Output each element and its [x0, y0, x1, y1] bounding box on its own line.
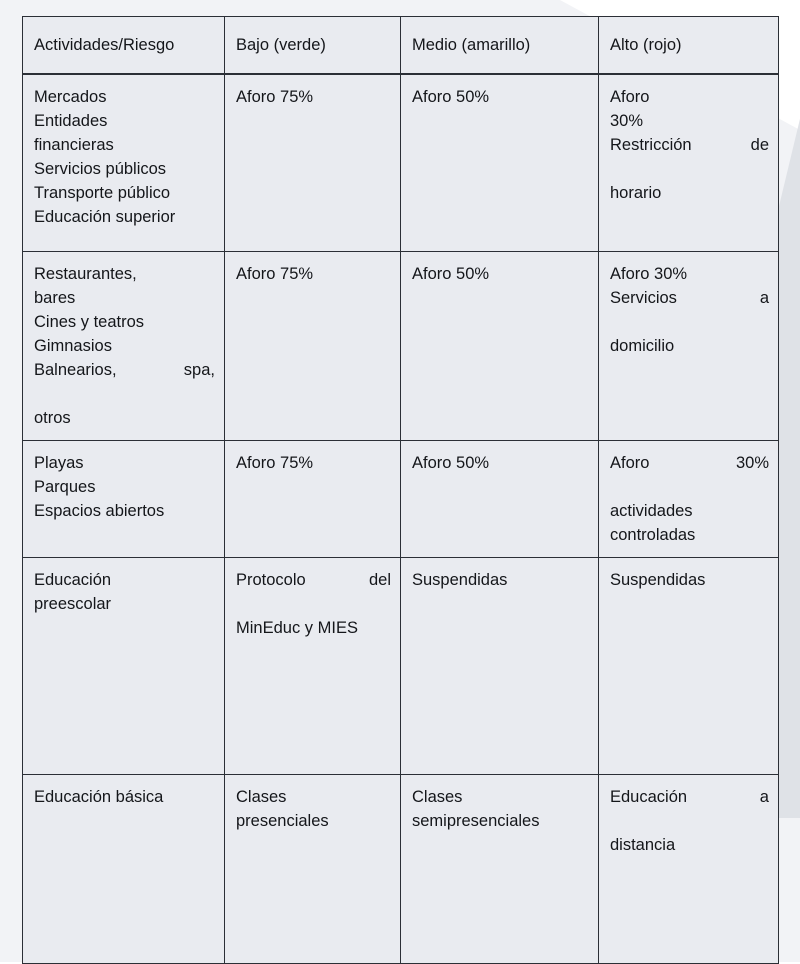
measure-line: Restricción de [610, 136, 769, 154]
activity-line: Mercados [34, 88, 107, 106]
activity-line: Balnearios, spa, [34, 361, 215, 379]
cell-medio [401, 252, 599, 441]
activity-line: Educación [34, 571, 112, 589]
activity-line: Parques [34, 478, 96, 496]
measure-line: 30% [610, 112, 644, 130]
table-row [23, 441, 779, 558]
measure-line: Suspendidas [412, 571, 508, 589]
cell-activities [23, 558, 225, 775]
table-row [23, 252, 779, 441]
table-body [23, 74, 779, 964]
activity-line: Cines y teatros [34, 313, 145, 331]
activity-line: otros [34, 409, 71, 427]
measure-line: Aforo 75% [236, 265, 314, 283]
cell-alto [599, 441, 779, 558]
measure-line: Suspendidas [610, 571, 706, 589]
cell-alto [599, 252, 779, 441]
table-row [23, 74, 779, 252]
activity-line: Educación básica [34, 788, 164, 806]
measure-line: Aforo 50% [412, 88, 490, 106]
risk-matrix-table [22, 16, 779, 964]
cell-medio [401, 775, 599, 964]
measure-line: controladas [610, 526, 696, 544]
cell-bajo [225, 252, 401, 441]
measure-line: distancia [610, 836, 676, 854]
measure-line: actividades [610, 502, 693, 520]
table-header [23, 17, 779, 75]
activity-line: Entidades [34, 112, 108, 130]
measure-line: presenciales [236, 812, 329, 830]
measure-line: MinEduc y MIES [236, 619, 358, 637]
measure-line: Aforo 75% [236, 88, 314, 106]
cell-alto [599, 74, 779, 252]
measure-line: Aforo 75% [236, 454, 314, 472]
cell-medio [401, 558, 599, 775]
cell-medio [401, 74, 599, 252]
measure-line: domicilio [610, 337, 675, 355]
column-header-activities: Actividades/Riesgo [23, 17, 225, 75]
measure-line: Aforo [610, 88, 650, 106]
measure-line: horario [610, 184, 662, 202]
activity-line: financieras [34, 136, 114, 154]
column-header-medio: Medio (amarillo) [401, 17, 599, 75]
column-header-alto: Alto (rojo) [599, 17, 779, 75]
measure-line: Clases [412, 788, 463, 806]
measure-line: Educación a [610, 788, 769, 806]
measure-line: Clases [236, 788, 287, 806]
activity-line: Gimnasios [34, 337, 112, 355]
column-header-bajo: Bajo (verde) [225, 17, 401, 75]
measure-line: Servicios a [610, 289, 769, 307]
table-row [23, 775, 779, 964]
cell-bajo [225, 775, 401, 964]
table-row [23, 558, 779, 775]
cell-activities [23, 252, 225, 441]
activity-line: Servicios públicos [34, 160, 167, 178]
cell-activities [23, 441, 225, 558]
cell-bajo [225, 441, 401, 558]
measure-line: Aforo 30% [610, 265, 688, 283]
risk-matrix-table-wrapper [22, 16, 778, 964]
activity-line: bares [34, 289, 76, 307]
activity-line: Educación superior [34, 208, 176, 226]
activity-line: Transporte público [34, 184, 171, 202]
activity-line: Playas [34, 454, 84, 472]
measure-line: semipresenciales [412, 812, 540, 830]
cell-medio [401, 441, 599, 558]
cell-activities [23, 74, 225, 252]
measure-line: Aforo 50% [412, 265, 490, 283]
cell-activities [23, 775, 225, 964]
cell-alto [599, 775, 779, 964]
measure-line: Aforo 30% [610, 454, 769, 472]
activity-line: preescolar [34, 595, 112, 613]
measure-line: Protocolo del [236, 571, 391, 589]
cell-alto [599, 558, 779, 775]
activity-line: Espacios abiertos [34, 502, 165, 520]
cell-bajo [225, 74, 401, 252]
table-header-row [23, 17, 779, 75]
cell-bajo [225, 558, 401, 775]
measure-line: Aforo 50% [412, 454, 490, 472]
activity-line: Restaurantes, [34, 265, 137, 283]
